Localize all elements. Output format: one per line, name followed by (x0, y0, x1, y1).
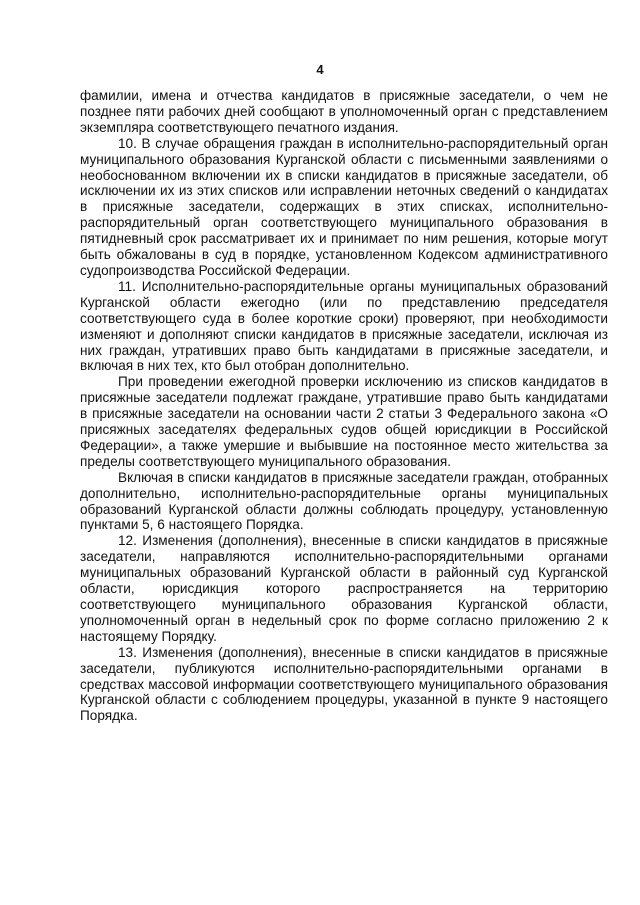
paragraph: 12. Изменения (дополнения), внесенные в списки кандидатов в присяжные заседатели, направляются исполнительно-распорядительными органами муниципальных образований Курганской области в районный суд Курганской области, юрисдикция которого распространяется на территорию соответствующего муниципального образования Курганской области, уполномоченный орган в недельный срок по форме согласно приложению 2 к настоящему Порядку. (80, 533, 608, 644)
document-body (80, 88, 608, 724)
paragraph: 13. Изменения (дополнения), внесенные в списки кандидатов в присяжные заседатели, публикуются исполнительно-распорядительными органами в средствах массовой информации соответствующего муниципального образования Курганской области с соблюдением процедуры, указанной в пункте 9 настоящего Порядка. (80, 644, 608, 724)
paragraph: 11. Исполнительно-распорядительные органы муниципальных образований Курганской области ежегодно (или по представлению председателя соответствующего суда в более короткие сроки) проверяют, при необходимости изменяют и дополняют списки кандидатов в присяжные заседатели, исключая из них граждан, утративших право быть кандидатами в присяжные заседатели, и включая в них тех, кто был отобран дополнительно. (80, 278, 608, 374)
paragraph: 10. В случае обращения граждан в исполнительно-распорядительный орган муниципального образования Курганской области с письменными заявлениями о необоснованном включении их в списки кандидатов в присяжные заседатели, об исключении их из этих списков или исправлении неточных сведений о кандидатах в присяжные заседатели, содержащих в этих списках, исполнительно-распорядительный орган соответствующего муниципального образования в пятидневный срок рассматривает их и принимает по ним решения, которые могут быть обжалованы в суд в порядке, установленном Кодексом административного судопроизводства Российской Федерации. (80, 135, 608, 278)
paragraph: При проведении ежегодной проверки исключению из списков кандидатов в присяжные заседатели подлежат граждане, утратившие право быть кандидатами в присяжные заседатели на основании части 2 статьи 3 Федерального закона «О присяжных заседателях федеральных судов общей юрисдикции в Российской Федерации», а также умершие и выбывшие на постоянное место жительства за пределы соответствующего муниципального образования. (80, 374, 608, 469)
paragraph: Включая в списки кандидатов в присяжные заседатели граждан, отобранных дополнительно, исполнительно-распорядительные органы муниципальных образований Курганской области должны соблюдать процедуру, установленную пунктами 5, 6 настоящего Порядка. (80, 469, 608, 533)
paragraph: фамилии, имена и отчества кандидатов в присяжные заседатели, о чем не позднее пяти рабочих дней сообщают в уполномоченный орган с представлением экземпляра соответствующего печатного издания. (80, 88, 608, 135)
page-number: 4 (316, 62, 324, 77)
